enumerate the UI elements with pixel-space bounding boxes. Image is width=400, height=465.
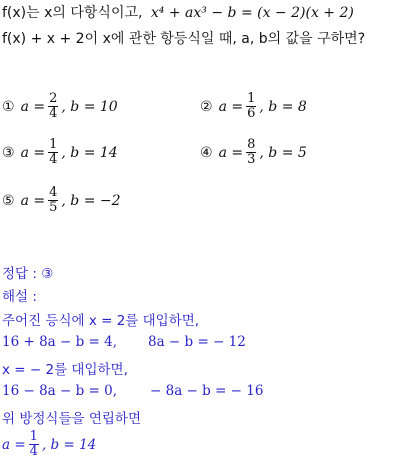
option-5[interactable]: ⑤ a = $\frac{4}{5}$ , b = −2 — [2, 185, 121, 215]
option-3-b: b = 14 — [70, 144, 118, 161]
solution-step-2: x = − 2를 대입하면, — [2, 362, 128, 378]
answer-text: 정답 : ③ — [2, 266, 54, 282]
option-5-marker: ⑤ — [2, 192, 15, 209]
option-5-fraction: $\frac{4}{5}$ — [49, 185, 58, 215]
option-2[interactable]: ② a = $\frac{1}{6}$ , b = 8 — [200, 91, 307, 121]
option-3[interactable]: ③ a = $\frac{1}{4}$ , b = 14 — [2, 137, 118, 167]
question-line-1 — [2, 2, 354, 22]
option-1-marker: ① — [2, 98, 15, 115]
option-1-b: b = 10 — [70, 98, 118, 115]
solution-step-3: 위 방정식들을 연립하면 — [2, 411, 141, 427]
option-4-b: b = 5 — [268, 144, 307, 161]
option-2-marker: ② — [200, 98, 213, 115]
final-b: b = 14 — [50, 436, 97, 453]
option-4-marker: ④ — [200, 144, 213, 161]
equation-1b: 8a − b = − 12 — [148, 334, 246, 350]
option-3-marker: ③ — [2, 144, 15, 161]
explanation-label: 해설 : — [2, 289, 37, 305]
option-4-fraction: $\frac{8}{3}$ — [247, 137, 256, 167]
final-answer: a = $\frac{1}{4}$ , b = 14 — [2, 429, 97, 459]
question-line-1-text: f(x)는 x의 다항식이고, — [2, 5, 143, 21]
question-line-2: f(x) + x + 2이 x에 관한 항등식일 때, a, b의 값을 구하면? — [2, 31, 366, 47]
option-3-fraction: $\frac{1}{4}$ — [49, 137, 58, 167]
option-2-fraction: $\frac{1}{6}$ — [247, 91, 256, 121]
solution-step-1: 주어진 등식에 x = 2를 대입하면, — [2, 313, 200, 329]
question-equation: x⁴ + ax³ − b = (x − 2)(x + 2) — [150, 5, 354, 21]
option-4[interactable]: ④ a = $\frac{8}{3}$ , b = 5 — [200, 137, 307, 167]
final-fraction: $\frac{1}{4}$ — [29, 429, 38, 459]
option-1[interactable]: ① a = $\frac{2}{4}$ , b = 10 — [2, 91, 118, 121]
equation-2a: 16 − 8a − b = 0, — [2, 383, 118, 399]
option-1-fraction: $\frac{2}{4}$ — [49, 91, 58, 121]
option-2-b: b = 8 — [268, 98, 307, 115]
equation-2b: − 8a − b = − 16 — [150, 383, 264, 399]
option-5-b: b = −2 — [70, 192, 121, 209]
equation-1a: 16 + 8a − b = 4, — [2, 334, 118, 350]
